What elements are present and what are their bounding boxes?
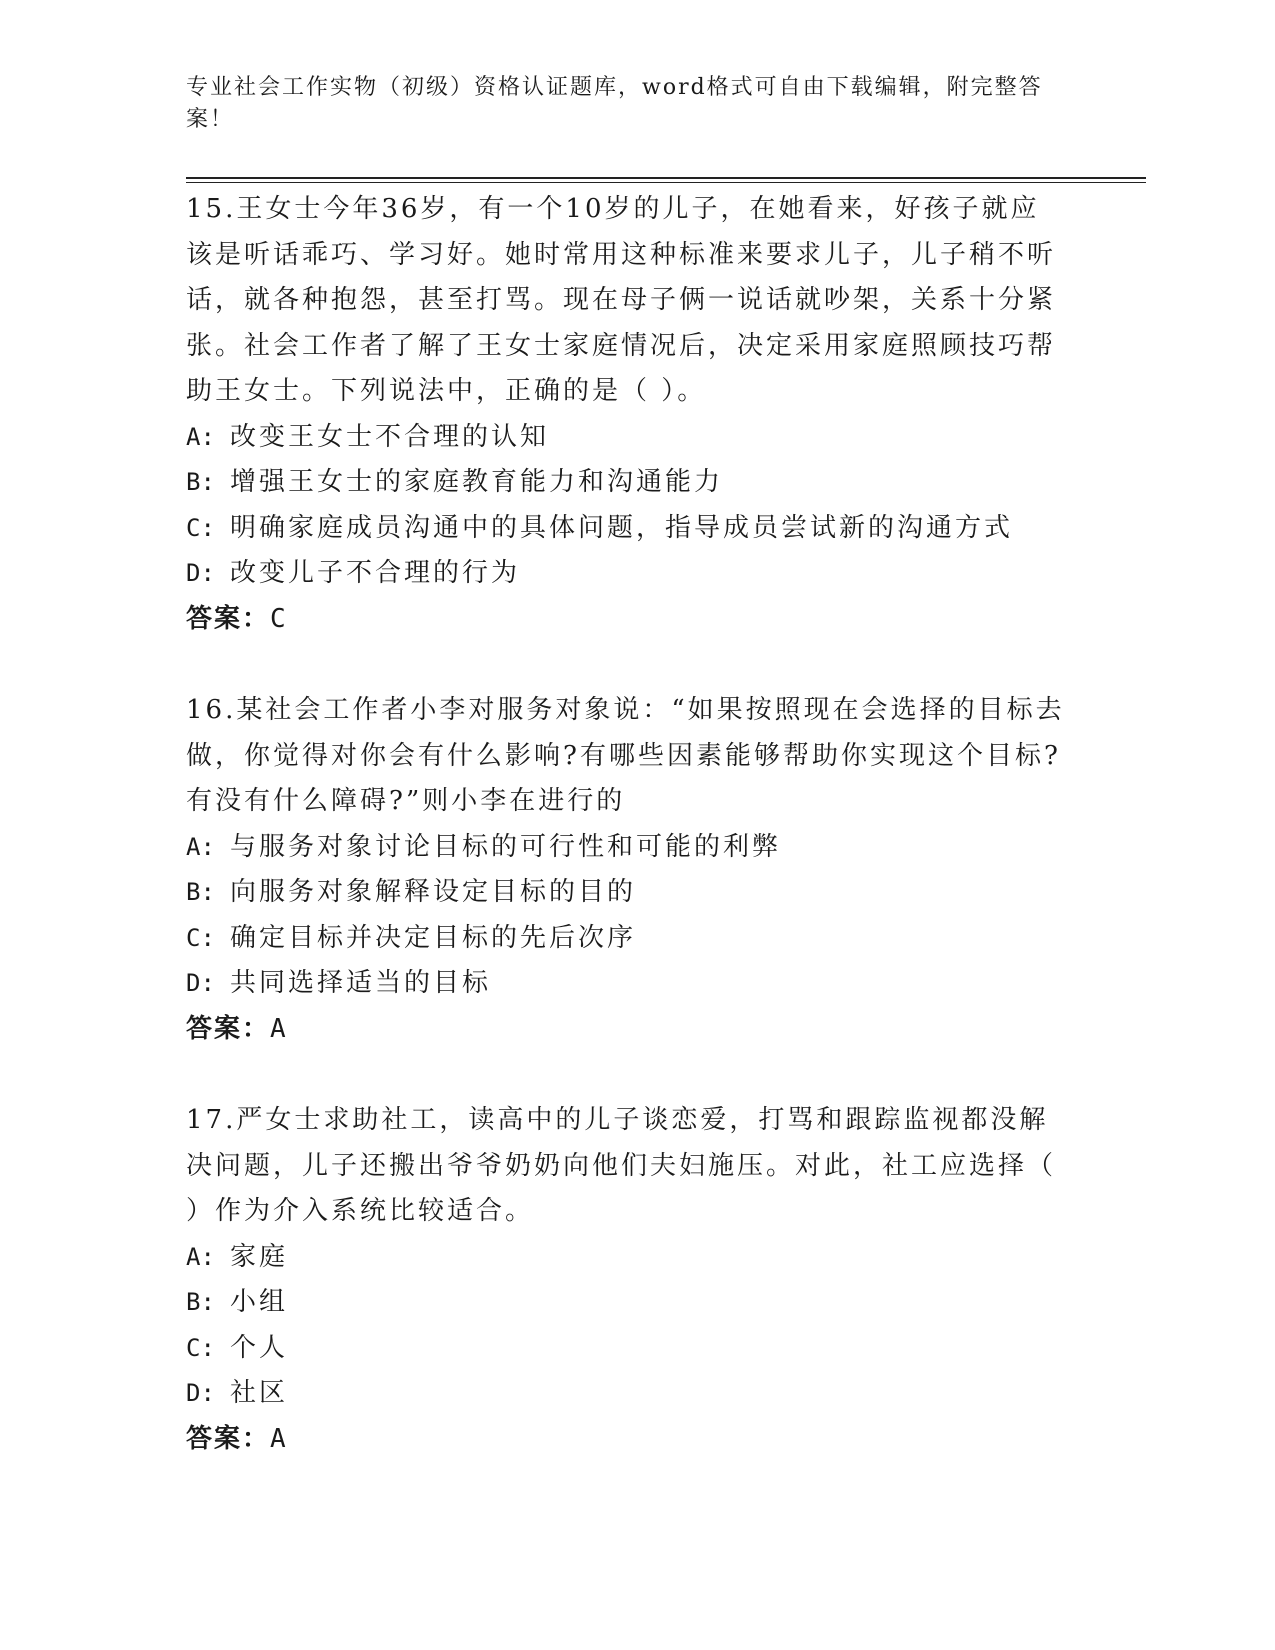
answer-label: 答案： [186, 1423, 271, 1454]
option-text: 改变王女士不合理的认知 [230, 421, 550, 452]
option-text: 小组 [230, 1287, 289, 1317]
question-stem: 17.严女士求助社工，读高中的儿子谈恋爱，打骂和跟踪监视都没解决问题，儿子还搬出爷爷奶奶向他们夫妇施压。对此，社工应选择（ ）作为介入系统比较适合。 [186, 1105, 1057, 1226]
question-15 [186, 187, 1066, 642]
option-key: B: [186, 878, 215, 906]
question-17 [186, 1098, 1066, 1462]
option-d [186, 961, 1066, 1007]
option-d [186, 551, 1066, 597]
option-key: D: [186, 969, 215, 997]
answer-line [186, 1007, 1066, 1053]
option-a [186, 1235, 1066, 1281]
option-key: D: [186, 1379, 215, 1407]
header-divider-thick [186, 177, 1146, 179]
question-16 [186, 688, 1066, 1052]
document-header: 专业社会工作实物（初级）资格认证题库，word格式可自由下载编辑，附完整答案！ [186, 75, 1043, 132]
question-stem: 15.王女士今年36岁，有一个10岁的儿子，在她看来，好孩子就应该是听话乖巧、学习好。她时常用这种标准来要求儿子，儿子稍不听话，就各种抱怨，甚至打骂。现在母子俩一说话就吵架，关系十分紧张。社会工作者了解了王女士家庭情况后，决定采用家庭照顾技巧帮助王女士。下列说法中，正确的是（ ）。 [186, 194, 1057, 406]
option-d [186, 1371, 1066, 1417]
option-b [186, 870, 1066, 916]
option-text: 确定目标并决定目标的先后次序 [230, 922, 637, 953]
option-a [186, 415, 1066, 461]
question-stem: 16.某社会工作者小李对服务对象说：“如果按照现在会选择的目标去做，你觉得对你会有什么影响?有哪些因素能够帮助你实现这个目标?有没有什么障碍?”则小李在进行的 [186, 695, 1065, 816]
option-key: B: [186, 1288, 215, 1316]
answer-label: 答案： [186, 603, 271, 634]
option-key: B: [186, 468, 215, 496]
answer-line [186, 597, 1066, 643]
option-a [186, 825, 1066, 871]
option-c [186, 506, 1066, 552]
answer-value: A [270, 1013, 288, 1044]
answer-value: C [270, 603, 288, 634]
option-key: C: [186, 1333, 215, 1362]
answer-line [186, 1417, 1066, 1463]
answer-value: A [270, 1423, 288, 1454]
option-key: D: [186, 559, 215, 587]
option-text: 改变儿子不合理的行为 [230, 558, 521, 588]
option-key: C: [186, 513, 215, 542]
option-key: C: [186, 923, 215, 952]
answer-label: 答案： [186, 1013, 271, 1044]
option-text: 共同选择适当的目标 [230, 968, 492, 998]
option-b [186, 1280, 1066, 1326]
option-text: 向服务对象解释设定目标的目的 [230, 877, 637, 907]
option-b [186, 460, 1066, 506]
option-key: A: [186, 832, 215, 861]
option-text: 个人 [230, 1332, 289, 1363]
option-text: 明确家庭成员沟通中的具体问题，指导成员尝试新的沟通方式 [230, 512, 1014, 543]
option-text: 社区 [230, 1378, 289, 1408]
option-key: A: [186, 422, 215, 451]
option-c [186, 916, 1066, 962]
header-divider-thin [186, 182, 1146, 183]
option-c [186, 1326, 1066, 1372]
option-key: A: [186, 1242, 215, 1271]
option-text: 增强王女士的家庭教育能力和沟通能力 [230, 467, 724, 497]
option-text: 与服务对象讨论目标的可行性和可能的利弊 [230, 831, 782, 862]
option-text: 家庭 [230, 1241, 289, 1272]
